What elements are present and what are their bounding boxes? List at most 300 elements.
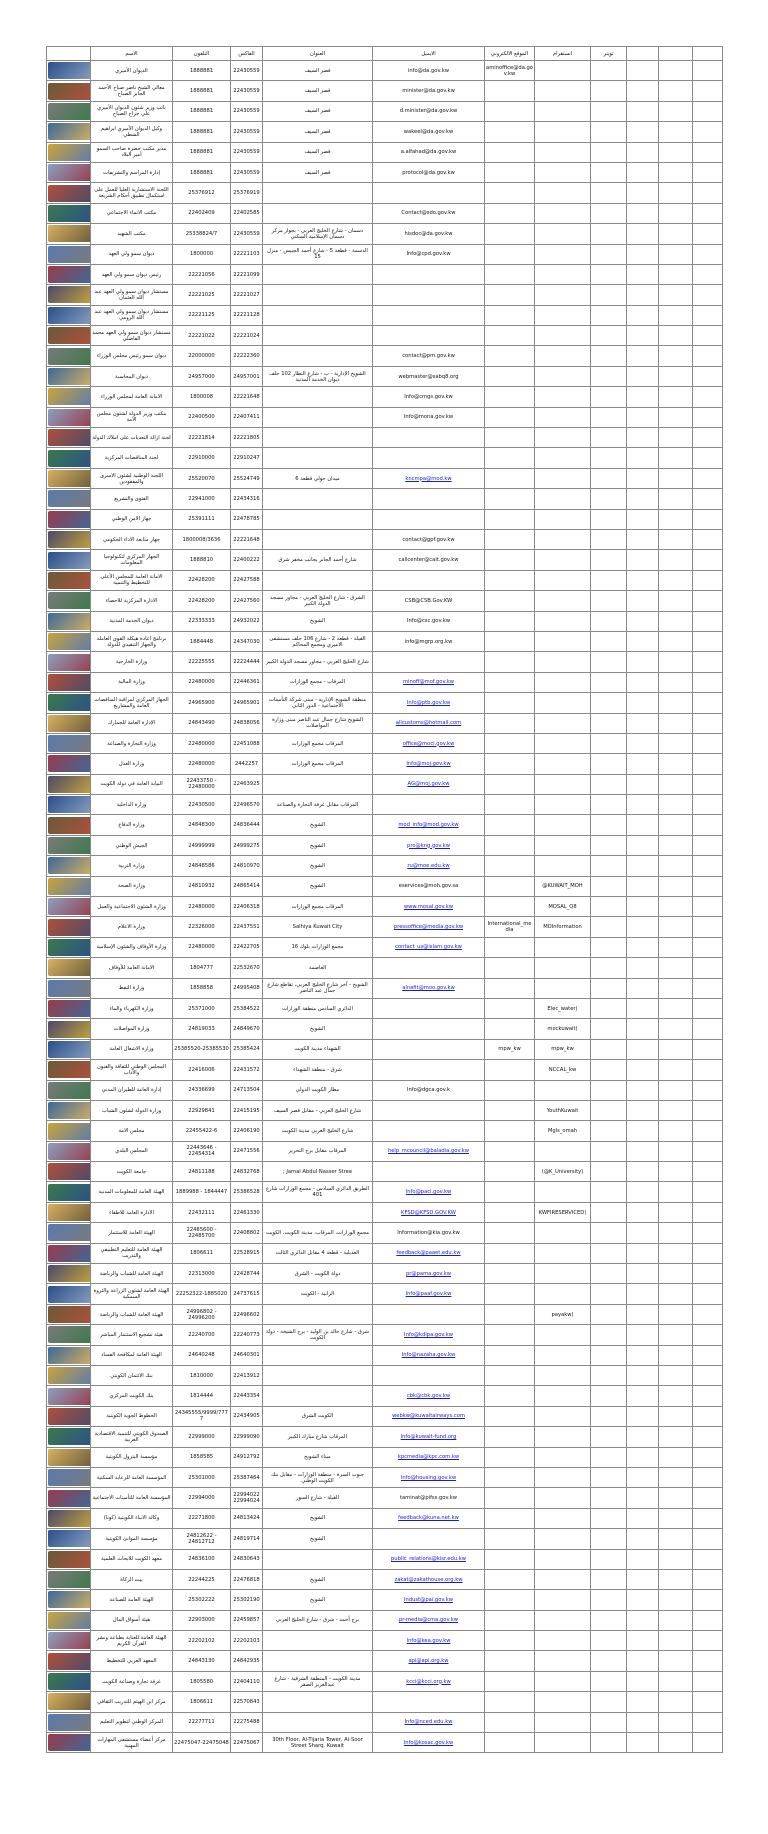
fax-cell: 22240773 <box>231 1325 263 1345</box>
email-cell[interactable]: Info@nced.edu.kw <box>373 1712 485 1732</box>
email-cell: wakeel@da.gov.kw <box>373 122 485 142</box>
logo-cell <box>47 897 91 917</box>
blank-cell <box>627 1549 659 1569</box>
table-row <box>47 835 723 855</box>
blank-cell <box>591 1590 627 1610</box>
logo-cell <box>47 815 91 835</box>
blank-cell <box>659 1060 693 1080</box>
fax-cell: 25384522 <box>231 998 263 1018</box>
website-cell <box>485 366 535 386</box>
logo-cell <box>47 876 91 896</box>
name-cell: الإدارة العامة للجمارك <box>91 713 173 733</box>
blank-cell <box>591 1610 627 1630</box>
blank-cell <box>693 1427 723 1447</box>
blank-cell <box>591 591 627 611</box>
instagram-cell <box>535 835 591 855</box>
organization-logo-icon <box>48 837 91 854</box>
organization-logo-icon <box>48 307 91 324</box>
blank-cell <box>693 428 723 448</box>
blank-cell <box>627 1284 659 1304</box>
email-cell[interactable]: office@moci.gov.kw <box>373 733 485 753</box>
address-cell <box>263 774 373 794</box>
email-cell[interactable]: pr@pama.gov.kw <box>373 1264 485 1284</box>
blank-cell <box>659 407 693 427</box>
instagram-cell <box>535 1182 591 1202</box>
blank-cell <box>627 835 659 855</box>
blank-cell <box>591 101 627 121</box>
blank-cell <box>627 631 659 651</box>
phone-cell: 22221025 <box>173 285 231 305</box>
blank-cell <box>659 162 693 182</box>
blank-cell <box>627 1243 659 1263</box>
email-cell[interactable]: AG@moj.gov.kw <box>373 774 485 794</box>
blank-cell <box>627 652 659 672</box>
blank-cell <box>627 1366 659 1386</box>
address-cell <box>263 570 373 590</box>
blank-cell <box>627 489 659 509</box>
instagram-cell <box>535 489 591 509</box>
website-cell <box>485 244 535 264</box>
blank-cell <box>627 550 659 570</box>
logo-header <box>47 47 91 61</box>
blank-cell <box>627 244 659 264</box>
email-cell[interactable]: alnafit@moo.gov.kw <box>373 978 485 998</box>
blank-cell <box>591 713 627 733</box>
organization-logo-icon <box>48 144 91 161</box>
instagram-cell <box>535 1467 591 1487</box>
fax-cell: 22430559 <box>231 61 263 81</box>
email-cell[interactable]: cbk@cbk.gov.kw <box>373 1386 485 1406</box>
blank-cell <box>591 1692 627 1712</box>
name-cell: مكتب وزير الدولة لشئون مجلس الامة <box>91 407 173 427</box>
fax-cell: 22434905 <box>231 1406 263 1426</box>
name-cell: هيئة أسواق المال <box>91 1610 173 1630</box>
address-cell: الدائري السادس منطقة الوزارات <box>263 998 373 1018</box>
organization-logo-icon <box>48 511 91 528</box>
table-row <box>47 264 723 284</box>
table-row <box>47 1733 723 1753</box>
blank-cell <box>627 387 659 407</box>
phone-cell: 25391111 <box>173 509 231 529</box>
table-row <box>47 1202 723 1222</box>
address-cell: مجمع الوزارات بلوك 16 <box>263 937 373 957</box>
email-cell: Info@cpd.gov.kw <box>373 244 485 264</box>
instagram-cell: @KUWAIT_MOH <box>535 876 591 896</box>
email-cell[interactable]: allcustoms@hotmail.com <box>373 713 485 733</box>
email-cell: Info@mona.gov.kw <box>373 407 485 427</box>
phone-cell: 22485600 - 22485700 <box>173 1223 231 1243</box>
organization-logo-icon <box>48 470 91 487</box>
email-cell[interactable]: Info@kosac.gov.kw <box>373 1733 485 1753</box>
email-cell[interactable]: Info@housing.gov.kw <box>373 1467 485 1487</box>
phone-cell: 1806611 <box>173 1243 231 1263</box>
email-cell <box>373 183 485 203</box>
phone-cell: 22240700 <box>173 1325 231 1345</box>
website-cell <box>485 570 535 590</box>
name-cell: الهيئة العامة لشئون الزراعة والثروة السمكية <box>91 1284 173 1304</box>
phone-cell: 1806611 <box>173 1692 231 1712</box>
logo-cell <box>47 366 91 386</box>
email-cell[interactable]: api@api.org.kw <box>373 1651 485 1671</box>
blank-cell <box>591 142 627 162</box>
table-row <box>47 428 723 448</box>
blank-cell <box>627 122 659 142</box>
address-cell <box>263 346 373 366</box>
website-cell <box>485 407 535 427</box>
address-cell <box>263 1549 373 1569</box>
blank-cell <box>591 1671 627 1691</box>
name-cell: الهيئة العامة للتعليم التطبيقي والتدريب <box>91 1243 173 1263</box>
address-cell: الشويخ <box>263 1508 373 1528</box>
organization-logo-icon <box>48 919 91 936</box>
blank-cell <box>591 1100 627 1120</box>
email-cell[interactable]: Info@paci.gov.kw <box>373 1182 485 1202</box>
email-cell[interactable]: kpcmedia@kpc.com.kw <box>373 1447 485 1467</box>
email-cell[interactable]: Info@nazaha.gov.kw <box>373 1345 485 1365</box>
phone-cell: 22221125 <box>173 305 231 325</box>
email-cell[interactable]: contact_us@islam.gov.kw <box>373 937 485 957</box>
fax-cell: 24838056 <box>231 713 263 733</box>
blank-cell <box>693 285 723 305</box>
blank-cell <box>591 285 627 305</box>
blank-cell <box>693 203 723 223</box>
phone-cell: 24640248 <box>173 1345 231 1365</box>
blank-cell <box>693 468 723 488</box>
address-cell: برج أحمد - شرق - شارع الخليج العربي <box>263 1610 373 1630</box>
email-cell: callcenter@cait.gov.kw <box>373 550 485 570</box>
blank-cell <box>627 1325 659 1345</box>
blank-cell <box>627 101 659 121</box>
blank-cell <box>693 998 723 1018</box>
organization-logo-icon <box>48 1632 91 1649</box>
organization-logo-icon <box>48 266 91 283</box>
blank-cell <box>627 1651 659 1671</box>
email-cell[interactable]: feedback@kuna.net.kw <box>373 1508 485 1528</box>
organization-logo-icon <box>48 368 91 385</box>
phone-cell: 1888881 <box>173 122 231 142</box>
blank-cell <box>659 958 693 978</box>
blank-cell <box>627 183 659 203</box>
email-cell <box>373 428 485 448</box>
blank-cell <box>693 1121 723 1141</box>
blank-cell <box>627 1447 659 1467</box>
name-cell: بنك الائتمان الكويتي <box>91 1366 173 1386</box>
logo-cell <box>47 1467 91 1487</box>
blank-cell <box>591 1712 627 1732</box>
email-cell: info@mgrp.org.kw <box>373 631 485 651</box>
logo-cell <box>47 1345 91 1365</box>
blank-cell <box>627 529 659 549</box>
table-row <box>47 1406 723 1426</box>
blank-cell <box>693 917 723 937</box>
name-cell: هيئة تشجيع الاستثمار المباشر <box>91 1325 173 1345</box>
website-cell <box>485 1631 535 1651</box>
fax-cell: 22221128 <box>231 305 263 325</box>
address-cell: الشرق - شارع الخليج العربي - مجاور مسجد الدولة الكبير <box>263 591 373 611</box>
email-cell[interactable]: Info@kdipa.gov.kw <box>373 1325 485 1345</box>
website-cell <box>485 1162 535 1182</box>
email-cell[interactable]: Info@ptb.gov.kw <box>373 693 485 713</box>
organization-logo-icon <box>48 1245 91 1262</box>
website-cell <box>485 448 535 468</box>
fax-cell: 24713504 <box>231 1080 263 1100</box>
phone-cell: 24965900 <box>173 693 231 713</box>
table-row <box>47 285 723 305</box>
phone-cell: 24843130 <box>173 1651 231 1671</box>
instagram-cell <box>535 652 591 672</box>
email-cell[interactable]: Info@moj.gov.kw <box>373 754 485 774</box>
address-cell: شارع الخليج العربي مدينة الكويت <box>263 1121 373 1141</box>
blank-cell <box>659 998 693 1018</box>
email-cell[interactable]: KFSD@KFSD.GOV.KW <box>373 1202 485 1222</box>
instagram-cell <box>535 1508 591 1528</box>
email-cell[interactable]: pro@kng.gov.kw <box>373 835 485 855</box>
address-cell: العاصمة <box>263 958 373 978</box>
organization-logo-icon <box>48 205 91 222</box>
fax-cell: 22446361 <box>231 672 263 692</box>
blank-cell <box>693 1529 723 1549</box>
phone-cell: 22428200 <box>173 591 231 611</box>
email-cell[interactable]: help_mcouncil@baladia.gov.kw <box>373 1141 485 1161</box>
email-cell <box>373 795 485 815</box>
table-row <box>47 61 723 81</box>
name-cell: الخطوط الجوية الكويتية <box>91 1406 173 1426</box>
website-cell <box>485 1284 535 1304</box>
email-cell[interactable]: minoff@mof.gov.kw <box>373 672 485 692</box>
fax-cell: 22430559 <box>231 224 263 244</box>
blank-cell <box>627 448 659 468</box>
logo-cell <box>47 1141 91 1161</box>
instagram-cell <box>535 81 591 101</box>
instagram-cell: mpw_kw <box>535 1039 591 1059</box>
phone-cell: 24345555/9999/7777 <box>173 1406 231 1426</box>
blank-cell <box>627 203 659 223</box>
email-cell[interactable]: kncmpa@mod.kw <box>373 468 485 488</box>
website-cell <box>485 1488 535 1508</box>
blank-cell <box>659 61 693 81</box>
blank-cell <box>693 1447 723 1467</box>
fax-cell: 24737615 <box>231 1284 263 1304</box>
logo-cell <box>47 1569 91 1589</box>
email-cell <box>373 1019 485 1039</box>
blank-cell <box>591 1243 627 1263</box>
fax-cell: 22427560 <box>231 591 263 611</box>
email-cell[interactable]: public_relations@kisr.edu.kw <box>373 1549 485 1569</box>
blank-cell <box>627 917 659 937</box>
email-cell[interactable]: webkw@kuwaitairways.com <box>373 1406 485 1426</box>
blank-cell <box>659 224 693 244</box>
table-row <box>47 1243 723 1263</box>
blank-cell <box>693 366 723 386</box>
blank-cell <box>659 305 693 325</box>
email-cell[interactable]: pressoffice@media.gov.kw <box>373 917 485 937</box>
table-row <box>47 713 723 733</box>
phone-cell: 24812622 - 24812712 <box>173 1529 231 1549</box>
phone-cell: 22443646 - 22454314 <box>173 1141 231 1161</box>
phone-cell: 22480000 <box>173 672 231 692</box>
name-cell: الامانة العامة للأوقاف <box>91 958 173 978</box>
fax-cell: 24957001 <box>231 366 263 386</box>
blank-header-3 <box>693 47 723 61</box>
logo-cell <box>47 142 91 162</box>
phone-cell: 22994000 <box>173 1488 231 1508</box>
instagram-cell <box>535 1651 591 1671</box>
blank-cell <box>591 1467 627 1487</box>
blank-cell <box>659 1406 693 1426</box>
table-row <box>47 856 723 876</box>
organization-logo-icon <box>48 959 91 976</box>
blank-cell <box>693 101 723 121</box>
address-cell: دولة الكويت - الشرق <box>263 1264 373 1284</box>
blank-cell <box>693 591 723 611</box>
instagram-cell <box>535 550 591 570</box>
table-row <box>47 1060 723 1080</box>
phone-cell: 1800008 <box>173 387 231 407</box>
instagram-cell <box>535 1141 591 1161</box>
website-cell <box>485 1733 535 1753</box>
name-cell: الصندوق الكويتي للتنمية الاقتصادية العربية <box>91 1427 173 1447</box>
address-cell <box>263 448 373 468</box>
organization-logo-icon <box>48 1204 91 1221</box>
blank-cell <box>659 1467 693 1487</box>
table-row <box>47 1549 723 1569</box>
email-cell[interactable]: ru@moe.edu.kw <box>373 856 485 876</box>
address-cell: شارع الخليج العربي - مقابل قصر السيف <box>263 1100 373 1120</box>
website-cell <box>485 468 535 488</box>
website-cell <box>485 1019 535 1039</box>
email-cell <box>373 326 485 346</box>
phone-cell: 1888881 <box>173 142 231 162</box>
blank-cell <box>659 1692 693 1712</box>
fax-cell: 22224444 <box>231 652 263 672</box>
blank-cell <box>693 856 723 876</box>
blank-cell <box>627 366 659 386</box>
fax-cell: 22413912 <box>231 1366 263 1386</box>
address-header: العنوان <box>263 47 373 61</box>
logo-cell <box>47 162 91 182</box>
email-cell[interactable]: Indust@pai.gov.kw <box>373 1590 485 1610</box>
blank-cell <box>693 1141 723 1161</box>
blank-cell <box>693 1692 723 1712</box>
blank-cell <box>627 795 659 815</box>
name-cell: اللجنة الوطنية لشئون الاسرى والمفقودين <box>91 468 173 488</box>
email-cell[interactable]: www.mosal.gov.kw <box>373 897 485 917</box>
website-cell <box>485 1406 535 1426</box>
instagram-cell <box>535 203 591 223</box>
fax-cell: 22221648 <box>231 387 263 407</box>
fax-cell: 22443354 <box>231 1386 263 1406</box>
blank-cell <box>659 1223 693 1243</box>
phone-cell: 1858858 <box>173 978 231 998</box>
blank-cell <box>627 1508 659 1528</box>
blank-cell <box>659 1671 693 1691</box>
email-cell <box>373 1121 485 1141</box>
name-cell: جهاز متابعة الاداء الحكومي <box>91 529 173 549</box>
instagram-cell <box>535 244 591 264</box>
organization-logo-icon <box>48 1367 91 1384</box>
instagram-cell: payakw) <box>535 1304 591 1324</box>
blank-cell <box>627 1488 659 1508</box>
fax-cell: 22471556 <box>231 1141 263 1161</box>
fax-cell: 24819714 <box>231 1529 263 1549</box>
phone-cell: 22416006 <box>173 1060 231 1080</box>
phone-cell: 24336699 <box>173 1080 231 1100</box>
phone-cell: 1888881 <box>173 61 231 81</box>
instagram-cell <box>535 1386 591 1406</box>
phone-cell: 22244225 <box>173 1569 231 1589</box>
blank-cell <box>627 1080 659 1100</box>
email-cell[interactable]: feedback@paaet.edu.kw <box>373 1243 485 1263</box>
address-cell: الشهداء مدينة الكويت <box>263 1039 373 1059</box>
name-cell: المؤسسة العامة للرعاية السكنية <box>91 1467 173 1487</box>
email-cell[interactable]: zakat@zakathouse.org.kw <box>373 1569 485 1589</box>
fax-cell: 22532670 <box>231 958 263 978</box>
email-cell[interactable]: Info@kuwait-fund.org <box>373 1427 485 1447</box>
blank-cell <box>693 305 723 325</box>
email-cell[interactable]: Info@paaf.gov.kw <box>373 1284 485 1304</box>
logo-cell <box>47 937 91 957</box>
blank-cell <box>659 509 693 529</box>
instagram-cell <box>535 1264 591 1284</box>
blank-cell <box>627 754 659 774</box>
email-cell[interactable]: pr-media@cma.gov.kw <box>373 1610 485 1630</box>
logo-cell <box>47 1304 91 1324</box>
address-cell: منطقة الشويخ الإدارية - مبنى شركة التأمينات الاجتماعية - الدور الثاني <box>263 693 373 713</box>
instagram-cell <box>535 1569 591 1589</box>
website-cell <box>485 264 535 284</box>
logo-cell <box>47 1223 91 1243</box>
email-cell[interactable]: mod_info@mod.gov.kw <box>373 815 485 835</box>
website-cell <box>485 1264 535 1284</box>
email-cell[interactable]: kcci@kcci.org.kw <box>373 1671 485 1691</box>
fax-cell: 22402585 <box>231 203 263 223</box>
email-cell: contact@pm.gov.kw <box>373 346 485 366</box>
phone-cell: 1888881 <box>173 101 231 121</box>
table-row <box>47 815 723 835</box>
fax-cell: 22476818 <box>231 1569 263 1589</box>
organization-logo-icon <box>48 776 91 793</box>
website-cell <box>485 1692 535 1712</box>
blank-cell <box>659 1284 693 1304</box>
fax-cell: 25524749 <box>231 468 263 488</box>
blank-cell <box>693 958 723 978</box>
logo-cell <box>47 611 91 631</box>
blank-cell <box>659 1651 693 1671</box>
website-cell <box>485 183 535 203</box>
logo-cell <box>47 856 91 876</box>
email-cell[interactable]: Info@kea.gov.kw <box>373 1631 485 1651</box>
fax-cell: 24832768 <box>231 1162 263 1182</box>
instagram-cell <box>535 1325 591 1345</box>
blank-cell <box>591 448 627 468</box>
table-row <box>47 591 723 611</box>
fax-cell: 22999090 <box>231 1427 263 1447</box>
blank-cell <box>591 1488 627 1508</box>
blank-cell <box>659 795 693 815</box>
blank-cell <box>627 1264 659 1284</box>
fax-cell: 22430559 <box>231 101 263 121</box>
blank-cell <box>591 81 627 101</box>
blank-cell <box>659 387 693 407</box>
blank-cell <box>627 937 659 957</box>
website-cell <box>485 1304 535 1324</box>
logo-cell <box>47 529 91 549</box>
website-cell <box>485 958 535 978</box>
fax-cell: 22406190 <box>231 1121 263 1141</box>
website-cell <box>485 876 535 896</box>
fax-cell: 22570843 <box>231 1692 263 1712</box>
logo-cell <box>47 1712 91 1732</box>
